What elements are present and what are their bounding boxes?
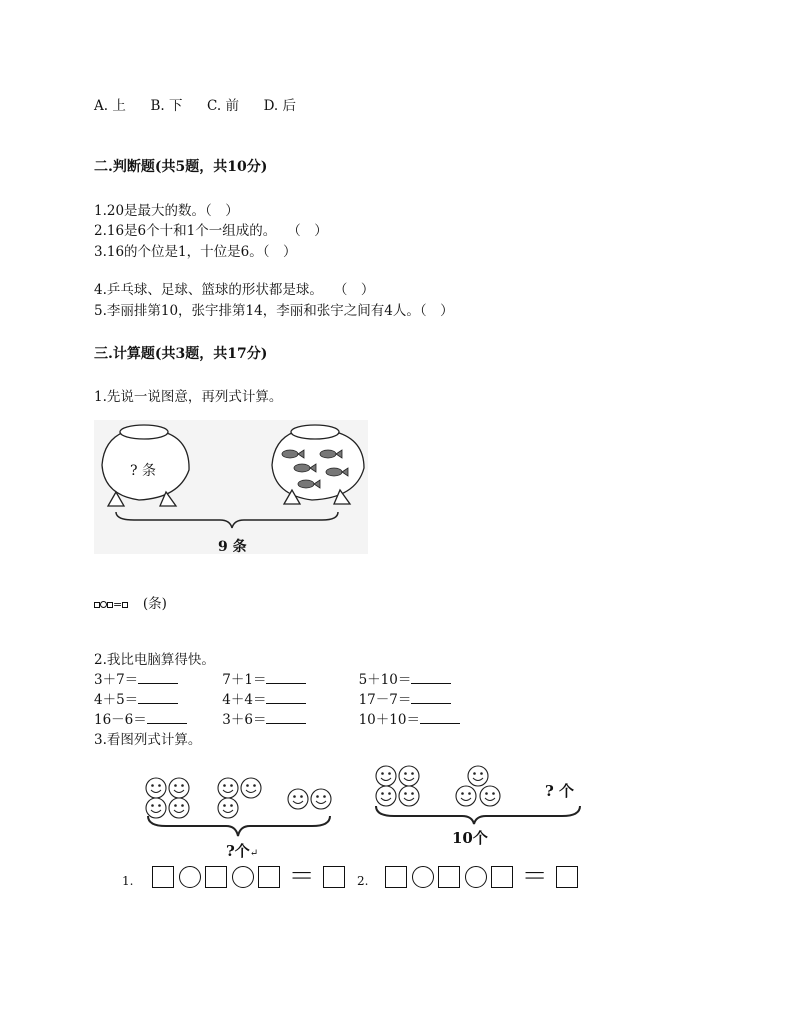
left-smiley-group [146, 778, 331, 818]
option-c: C. 前 [207, 98, 239, 114]
judge-item-5: 5.李丽排第10，张宇排第14，李丽和张宇之间有4人。（ ） [94, 303, 454, 319]
answer-blank[interactable] [138, 671, 178, 684]
q2-expr: 4＋5＝ [94, 692, 139, 708]
eq2-equals: ＝ [521, 862, 548, 892]
q2-expr: 3＋6＝ [222, 712, 267, 728]
equation-2 [357, 862, 578, 892]
option-a: A. 上 [94, 98, 126, 114]
fishbowl-drawing [94, 420, 368, 554]
section2-title: 二.判断题(共5题，共10分) [94, 159, 268, 175]
answer-blank[interactable] [138, 691, 178, 704]
q2-expr: 3＋7＝ [94, 672, 139, 688]
q1-text: 1.先说一说图意，再列式计算。 [94, 389, 283, 405]
right-bowl [272, 425, 364, 504]
eq2-box-3[interactable] [491, 866, 513, 888]
answer-blank[interactable] [266, 711, 306, 724]
answer-blank[interactable] [147, 711, 187, 724]
option-b: B. 下 [150, 98, 183, 114]
left-question-label [226, 840, 258, 861]
left-question-text: ?个 [226, 842, 250, 860]
section3-title: 三.计算题(共3题，共17分) [94, 346, 268, 362]
answer-blank[interactable] [411, 691, 451, 704]
answer-square-3[interactable] [122, 602, 128, 608]
eq2-operator-1[interactable] [412, 866, 434, 888]
right-brace [376, 806, 580, 824]
eq2-operator-2[interactable] [465, 866, 487, 888]
q2-expr: 16－6＝ [94, 712, 147, 728]
q2-expr: 5＋10＝ [358, 672, 412, 688]
left-bowl-label: ? 条 [130, 463, 156, 479]
q2-row-3 [94, 708, 460, 728]
eq2-result-box[interactable] [556, 866, 578, 888]
q2-row-2 [94, 688, 451, 708]
eq1-box-2[interactable] [205, 866, 227, 888]
q2-expr: 7＋1＝ [222, 672, 267, 688]
q2-expr: 4＋4＝ [222, 692, 267, 708]
q2-row-1 [94, 668, 451, 688]
q2-text: 2.我比电脑算得快。 [94, 652, 215, 668]
eq1-operator-1[interactable] [179, 866, 201, 888]
judge-item-4: 4.乒乓球、足球、篮球的形状都是球。 （ ） [94, 282, 375, 298]
eq1-result-box[interactable] [323, 866, 345, 888]
judge-item-3: 3.16的个位是1，十位是6。（ ） [94, 244, 297, 260]
eq2-box-1[interactable] [385, 866, 407, 888]
enter-mark: ↵ [249, 848, 259, 859]
eq2-box-2[interactable] [438, 866, 460, 888]
fishbowl-figure [94, 420, 368, 554]
q1-answer-line: = (条) [94, 592, 167, 612]
eq1-box-1[interactable] [152, 866, 174, 888]
right-question-label: ? 个 [545, 782, 575, 800]
answer-blank[interactable] [266, 671, 306, 684]
operator-circle[interactable] [100, 601, 107, 608]
answer-blank[interactable] [420, 711, 460, 724]
q2-expr: 10＋10＝ [358, 712, 420, 728]
q1-unit: (条) [142, 596, 167, 612]
option-d: D. 后 [263, 98, 297, 114]
total-label: 9 条 [218, 539, 247, 555]
equation-1 [122, 862, 345, 892]
right-total-label: 10个 [452, 829, 488, 847]
left-brace [148, 816, 330, 836]
equation-1-number: 1. [122, 874, 134, 888]
total-brace [116, 512, 338, 528]
q2-expr: 17－7＝ [358, 692, 412, 708]
right-smiley-group [376, 766, 500, 806]
answer-blank[interactable] [411, 671, 451, 684]
eq1-operator-2[interactable] [232, 866, 254, 888]
judge-item-2: 2.16是6个十和1个一组成的。 （ ） [94, 223, 328, 239]
answer-blank[interactable] [266, 691, 306, 704]
judge-item-1: 1.20是最大的数。（ ） [94, 203, 239, 219]
eq1-equals: ＝ [288, 862, 315, 892]
eq1-box-3[interactable] [258, 866, 280, 888]
q3-text: 3.看图列式计算。 [94, 732, 202, 748]
smiley-figure [140, 760, 600, 850]
options-line [94, 94, 296, 114]
equation-2-number: 2. [357, 874, 369, 888]
